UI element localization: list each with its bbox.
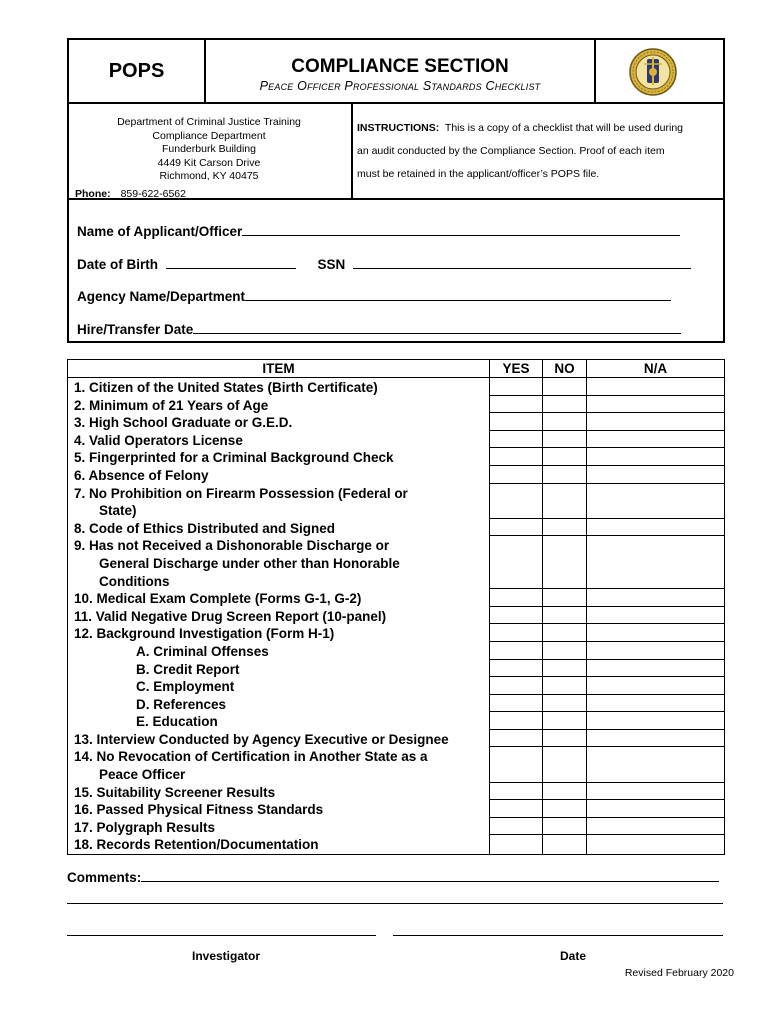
- na-checkbox[interactable]: [587, 800, 724, 818]
- address-line: Compliance Department: [152, 129, 266, 142]
- no-checkbox[interactable]: [543, 642, 586, 660]
- comments-input-line[interactable]: [141, 868, 719, 882]
- list-item: Conditions: [99, 573, 170, 589]
- seal-cell: [596, 40, 723, 102]
- no-checkbox[interactable]: [543, 818, 586, 836]
- list-item: 2. Minimum of 21 Years of Age: [74, 397, 269, 413]
- name-field[interactable]: [77, 222, 680, 239]
- list-item: 10. Medical Exam Complete (Forms G-1, G-2): [74, 591, 362, 607]
- list-item: 16. Passed Physical Fitness Standards: [74, 802, 324, 818]
- seal-icon: [628, 47, 678, 97]
- yes-checkbox[interactable]: [490, 800, 542, 818]
- phone-number: 859-622-6562: [120, 188, 186, 200]
- na-checkbox[interactable]: [587, 642, 724, 660]
- no-checkbox[interactable]: [543, 624, 586, 642]
- list-item: 4. Valid Operators License: [74, 432, 243, 448]
- no-checkbox[interactable]: [543, 413, 586, 431]
- list-item: General Discharge under other than Honorable: [99, 555, 400, 571]
- na-checkbox[interactable]: [587, 730, 724, 748]
- yes-checkbox[interactable]: [490, 413, 542, 431]
- instructions-line: This is a copy of a checklist that will be used during: [444, 122, 684, 134]
- investigator-signature-line[interactable]: [67, 935, 376, 936]
- no-checkbox[interactable]: [543, 800, 586, 818]
- yes-checkbox[interactable]: [490, 642, 542, 660]
- list-item: 15. Suitability Screener Results: [74, 784, 276, 800]
- pops-label: POPS: [69, 40, 206, 102]
- page-subtitle: Peace Officer Professional Standards Checklist: [259, 79, 541, 93]
- page-title: COMPLIANCE SECTION: [291, 56, 509, 77]
- yes-checkbox[interactable]: [490, 536, 542, 554]
- list-item: D. References: [136, 696, 227, 712]
- na-column-cells: [587, 378, 724, 853]
- yes-checkbox[interactable]: [490, 378, 542, 396]
- date-line[interactable]: [393, 935, 723, 936]
- na-checkbox[interactable]: [587, 572, 724, 590]
- yes-checkbox[interactable]: [490, 448, 542, 466]
- list-item: A. Criminal Offenses: [136, 643, 269, 659]
- na-checkbox[interactable]: [587, 413, 724, 431]
- address-line: Department of Criminal Justice Training: [117, 116, 301, 128]
- list-item: 18. Records Retention/Documentation: [74, 837, 319, 853]
- agency-label: Agency Name/Department: [77, 289, 246, 304]
- no-checkbox[interactable]: [543, 660, 586, 678]
- list-item: B. Credit Report: [136, 661, 240, 677]
- na-column: [587, 378, 725, 855]
- no-checkbox[interactable]: [543, 501, 586, 519]
- name-input-line[interactable]: [242, 222, 680, 236]
- table-row: [68, 378, 725, 855]
- yes-checkbox[interactable]: [490, 660, 542, 678]
- department-address: [69, 116, 349, 184]
- no-checkbox[interactable]: [543, 695, 586, 713]
- list-item: E. Education: [136, 714, 218, 730]
- yes-checkbox[interactable]: [490, 484, 542, 502]
- agency-field[interactable]: [77, 287, 671, 304]
- na-checkbox[interactable]: [587, 677, 724, 695]
- yes-checkbox[interactable]: [490, 466, 542, 484]
- yes-checkbox[interactable]: [490, 607, 542, 625]
- item-cell: [68, 378, 490, 855]
- no-checkbox[interactable]: [543, 572, 586, 590]
- na-checkbox[interactable]: [587, 431, 724, 449]
- na-checkbox[interactable]: [587, 765, 724, 783]
- no-column-cells: [543, 378, 586, 853]
- yes-checkbox[interactable]: [490, 835, 542, 853]
- address-line: Richmond, KY 40475: [159, 170, 259, 182]
- hire-field[interactable]: [77, 320, 681, 337]
- no-column: [543, 378, 587, 855]
- no-checkbox[interactable]: [543, 448, 586, 466]
- comments-label: Comments:: [67, 870, 142, 885]
- instructions-label: INSTRUCTIONS:: [357, 122, 440, 134]
- hire-input-line[interactable]: [193, 320, 681, 334]
- yes-checkbox[interactable]: [490, 431, 542, 449]
- na-checkbox[interactable]: [587, 835, 724, 853]
- na-checkbox[interactable]: [587, 519, 724, 537]
- comments-field[interactable]: [67, 868, 719, 885]
- name-label: Name of Applicant/Officer: [77, 224, 243, 239]
- list-item: 17. Polygraph Results: [74, 819, 216, 835]
- yes-checkbox[interactable]: [490, 501, 542, 519]
- comments-line-2[interactable]: [67, 903, 723, 904]
- form-header: [67, 38, 725, 200]
- yes-checkbox[interactable]: [490, 712, 542, 730]
- yes-checkbox[interactable]: [490, 730, 542, 748]
- na-checkbox[interactable]: [587, 818, 724, 836]
- phone-label: Phone:: [75, 188, 111, 200]
- applicant-info: [67, 200, 725, 343]
- instructions-box: [351, 102, 723, 200]
- no-checkbox[interactable]: [543, 677, 586, 695]
- na-checkbox[interactable]: [587, 484, 724, 502]
- na-checkbox[interactable]: [587, 607, 724, 625]
- na-checkbox[interactable]: [587, 536, 724, 554]
- list-item: 13. Interview Conducted by Agency Executive or Designee: [74, 731, 449, 747]
- checklist-table: [67, 359, 725, 855]
- no-checkbox[interactable]: [543, 554, 586, 572]
- yes-column-cells: [490, 378, 542, 853]
- na-checkbox[interactable]: [587, 783, 724, 801]
- item-header: ITEM: [68, 360, 490, 378]
- no-checkbox[interactable]: [543, 835, 586, 853]
- instructions-line: must be retained in the applicant/officer’s POPS file.: [357, 168, 600, 180]
- list-item: 6. Absence of Felony: [74, 467, 209, 483]
- na-checkbox[interactable]: [587, 660, 724, 678]
- na-checkbox[interactable]: [587, 378, 724, 396]
- list-item: 3. High School Graduate or G.E.D.: [74, 415, 293, 431]
- instructions-line: an audit conducted by the Compliance Section. Proof of each item: [357, 145, 665, 157]
- no-checkbox[interactable]: [543, 378, 586, 396]
- no-checkbox[interactable]: [543, 607, 586, 625]
- title-block: [206, 40, 596, 102]
- yes-checkbox[interactable]: [490, 519, 542, 537]
- yes-checkbox[interactable]: [490, 589, 542, 607]
- list-item: 1. Citizen of the United States (Birth Certificate): [74, 380, 378, 395]
- no-checkbox[interactable]: [543, 783, 586, 801]
- list-item: Peace Officer: [99, 767, 186, 783]
- date-label: Date: [560, 949, 587, 963]
- no-checkbox[interactable]: [543, 747, 586, 765]
- list-item: 8. Code of Ethics Distributed and Signed: [74, 520, 336, 536]
- yes-header: YES: [490, 360, 543, 378]
- na-checkbox[interactable]: [587, 554, 724, 572]
- instructions-text: [357, 117, 719, 186]
- address-line: Funderburk Building: [162, 143, 256, 155]
- hire-label: Hire/Transfer Date: [77, 322, 194, 337]
- na-checkbox[interactable]: [587, 589, 724, 607]
- address-line: 4449 Kit Carson Drive: [157, 156, 261, 169]
- yes-checkbox[interactable]: [490, 747, 542, 765]
- list-item: C. Employment: [136, 679, 235, 695]
- yes-checkbox[interactable]: [490, 677, 542, 695]
- yes-checkbox[interactable]: [490, 695, 542, 713]
- na-checkbox[interactable]: [587, 501, 724, 519]
- no-checkbox[interactable]: [543, 431, 586, 449]
- no-checkbox[interactable]: [543, 730, 586, 748]
- list-item: 5. Fingerprinted for a Criminal Background Check: [74, 450, 394, 466]
- revised-date: Revised February 2020: [624, 967, 734, 979]
- no-checkbox[interactable]: [543, 466, 586, 484]
- na-checkbox[interactable]: [587, 624, 724, 642]
- no-checkbox[interactable]: [543, 484, 586, 502]
- na-checkbox[interactable]: [587, 466, 724, 484]
- no-checkbox[interactable]: [543, 519, 586, 537]
- no-checkbox[interactable]: [543, 765, 586, 783]
- na-checkbox[interactable]: [587, 448, 724, 466]
- list-item: 14. No Revocation of Certification in Another State as a: [74, 749, 428, 765]
- na-checkbox[interactable]: [587, 695, 724, 713]
- yes-checkbox[interactable]: [490, 765, 542, 783]
- dob-input-line[interactable]: [166, 255, 296, 269]
- dob-ssn-row: [77, 255, 691, 272]
- na-checkbox[interactable]: [587, 712, 724, 730]
- no-header: NO: [543, 360, 587, 378]
- yes-checkbox[interactable]: [490, 783, 542, 801]
- list-item: 9. Has not Received a Dishonorable Discharge or: [74, 538, 390, 554]
- no-checkbox[interactable]: [543, 712, 586, 730]
- yes-checkbox[interactable]: [490, 396, 542, 414]
- ssn-input-line[interactable]: [353, 255, 691, 269]
- list-item: 12. Background Investigation (Form H-1): [74, 626, 335, 642]
- items-list: [68, 378, 489, 854]
- table-header-row: [68, 360, 725, 378]
- investigator-label: Investigator: [192, 949, 261, 963]
- yes-checkbox[interactable]: [490, 624, 542, 642]
- ssn-label: SSN: [317, 257, 346, 272]
- na-header: N/A: [587, 360, 725, 378]
- list-item: State): [99, 503, 137, 519]
- na-checkbox[interactable]: [587, 396, 724, 414]
- list-item: 11. Valid Negative Drug Screen Report (10-panel): [74, 608, 387, 624]
- yes-checkbox[interactable]: [490, 572, 542, 590]
- agency-input-line[interactable]: [245, 287, 671, 301]
- phone: [75, 188, 186, 200]
- yes-checkbox[interactable]: [490, 818, 542, 836]
- no-checkbox[interactable]: [543, 396, 586, 414]
- list-item: 7. No Prohibition on Firearm Possession (Federal or: [74, 485, 408, 501]
- na-checkbox[interactable]: [587, 747, 724, 765]
- yes-checkbox[interactable]: [490, 554, 542, 572]
- no-checkbox[interactable]: [543, 589, 586, 607]
- header-top-row: [69, 40, 723, 104]
- dob-label: Date of Birth: [77, 257, 158, 272]
- no-checkbox[interactable]: [543, 536, 586, 554]
- yes-column: [490, 378, 543, 855]
